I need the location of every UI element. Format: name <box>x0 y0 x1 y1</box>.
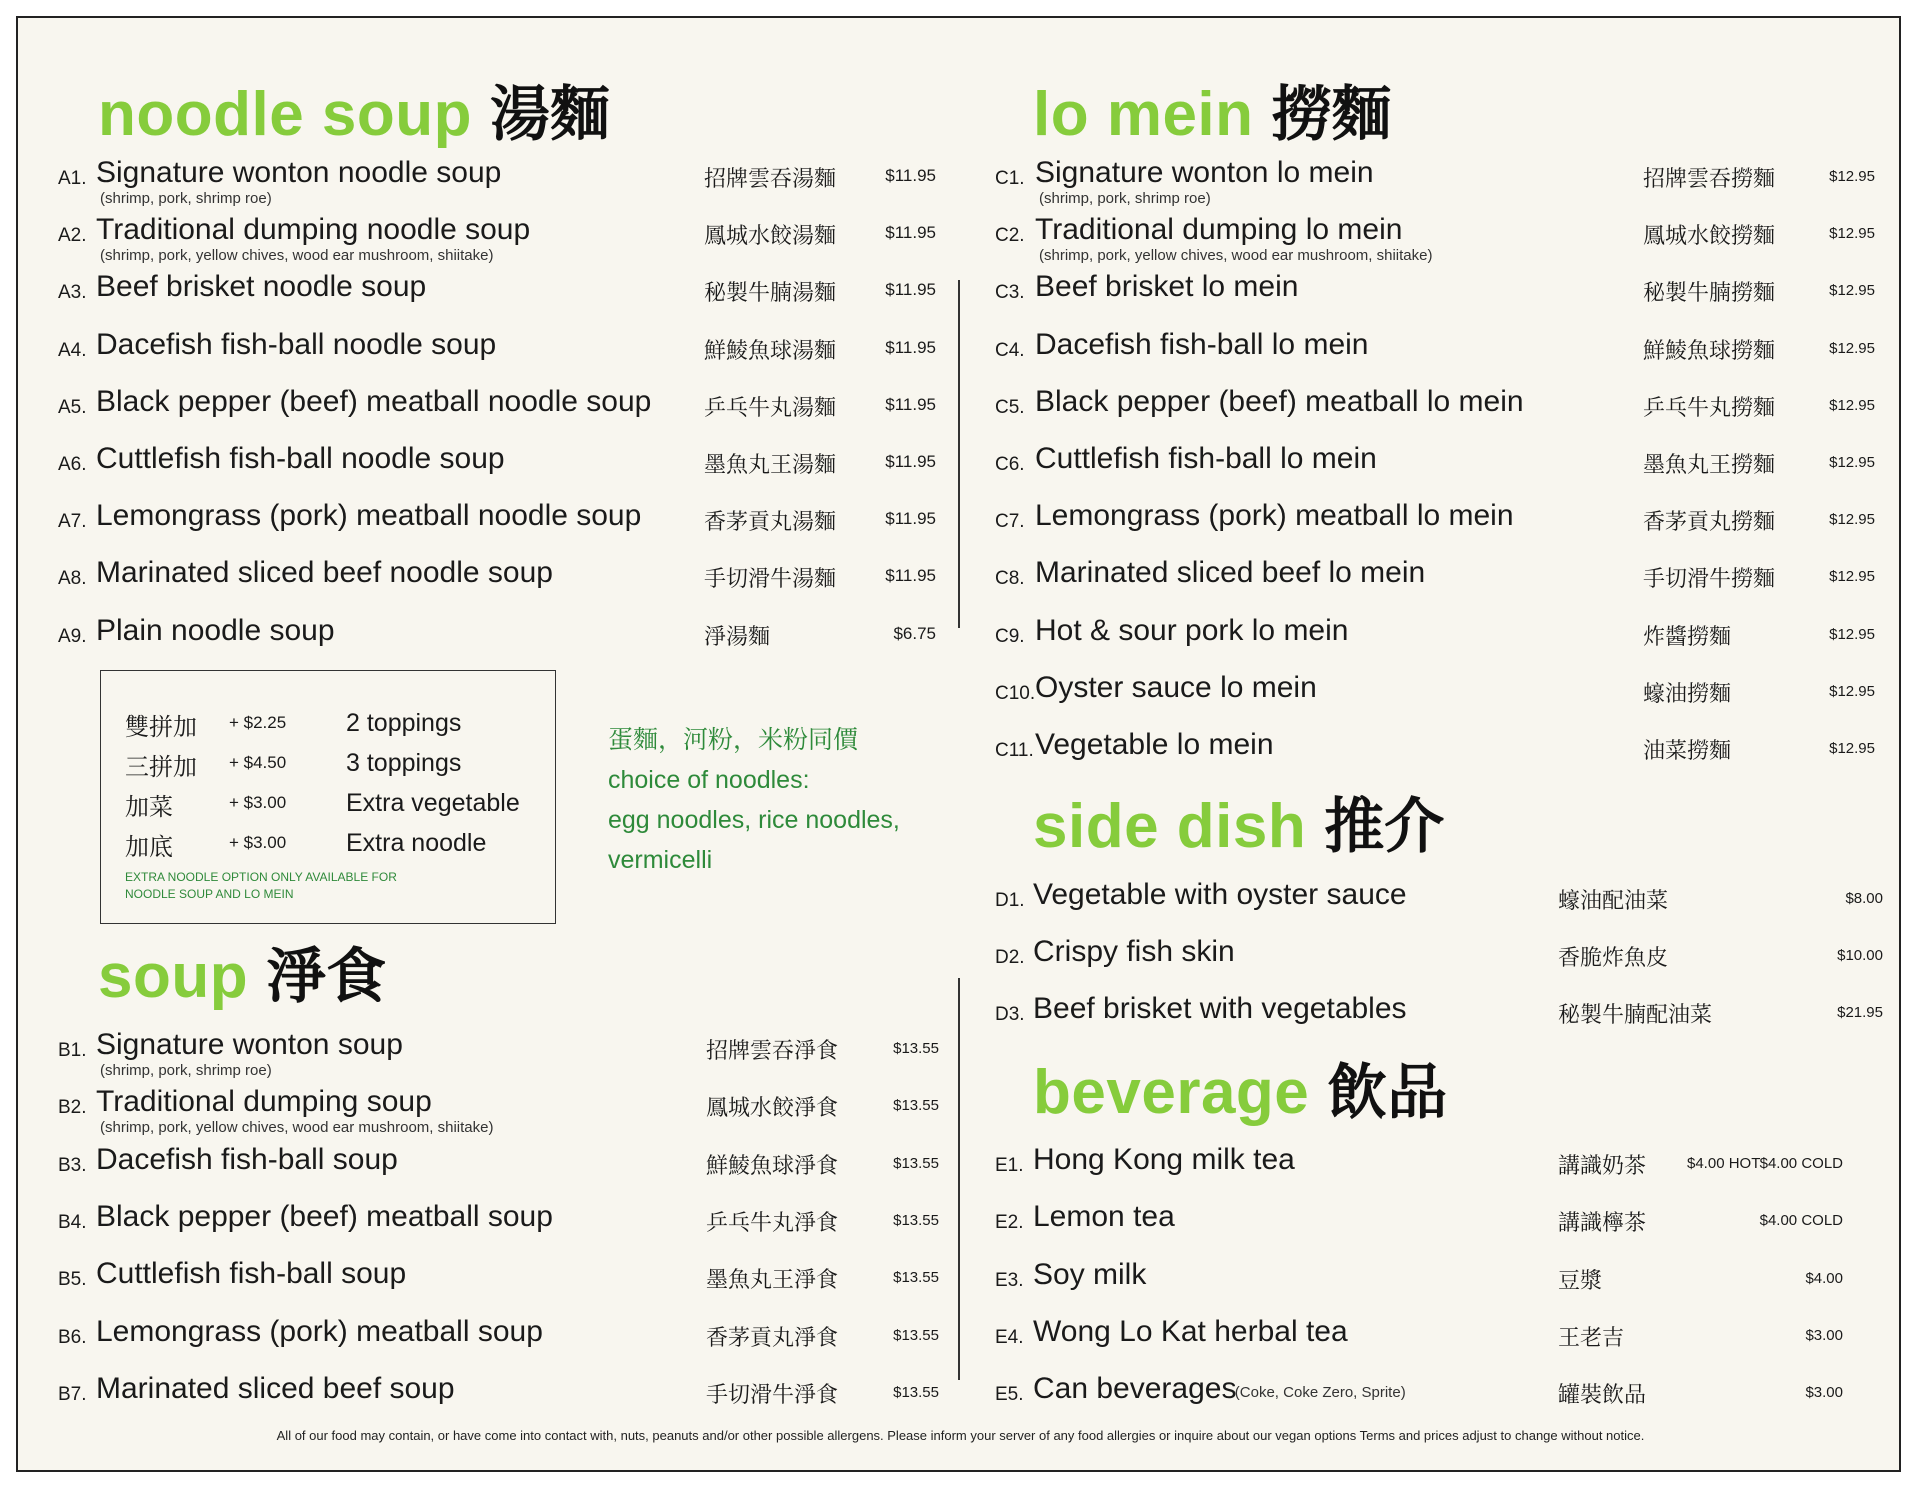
section-title-en: lo mein <box>1033 80 1254 149</box>
item-name-zh: 鳳城水餃撈麵 <box>1643 224 1776 250</box>
section-title-zh: 推介 <box>1324 792 1445 862</box>
item-name: Marinated sliced beef noodle soup <box>96 556 553 590</box>
item-name: Soy milk <box>1033 1257 1147 1291</box>
item-code: C5. <box>995 396 1025 418</box>
item-name-zh: 手切滑牛撈麵 <box>1643 567 1776 593</box>
item-code: B4. <box>58 1211 87 1233</box>
menu-item <box>58 442 938 492</box>
item-code: A7. <box>58 511 87 533</box>
topping-en: 3 toppings <box>346 749 462 777</box>
item-name: Traditional dumping lo mein <box>1035 213 1403 247</box>
item-price: $12.95 <box>1829 454 1875 471</box>
menu-item <box>58 1143 938 1193</box>
item-name: Beef brisket lo mein <box>1035 270 1299 304</box>
item-name-zh: 鮮鯪魚球撈麵 <box>1643 338 1776 364</box>
section-title-beverage <box>1033 1058 1448 1128</box>
item-code: B1. <box>58 1040 87 1061</box>
item-name: Dacefish fish-ball soup <box>96 1142 398 1176</box>
menu-item <box>58 156 938 206</box>
item-name-zh: 墨魚丸王撈麵 <box>1643 453 1776 478</box>
section-title-zh: 淨食 <box>266 942 387 1012</box>
section-title-zh: 撈麵 <box>1271 80 1392 150</box>
item-name: Black pepper (beef) meatball soup <box>96 1199 553 1233</box>
topping-price: + $3.00 <box>229 793 287 812</box>
menu-item <box>995 614 1875 664</box>
item-code: B5. <box>58 1269 87 1291</box>
section-title-lo-mein <box>1033 80 1392 150</box>
menu-item <box>58 1085 938 1135</box>
item-name-zh: 豆漿 <box>1558 1268 1603 1294</box>
item-code: A8. <box>58 568 87 590</box>
column-divider-top <box>958 280 960 628</box>
section-title-en: noodle soup <box>98 80 473 149</box>
menu-item <box>58 614 938 664</box>
topping-row <box>101 747 555 787</box>
item-price: $13.55 <box>893 1383 939 1401</box>
item-name: Hot & sour pork lo mein <box>1035 613 1349 647</box>
item-price: $3.00 <box>1805 1326 1843 1344</box>
item-name: Traditional dumping noodle soup <box>96 213 531 247</box>
item-name-zh: 手切滑牛淨食 <box>706 1382 839 1408</box>
menu-item <box>995 671 1875 721</box>
section-title-zh: 飲品 <box>1327 1058 1448 1128</box>
menu-item <box>58 1257 938 1307</box>
topping-zh: 加底 <box>125 833 173 861</box>
item-price-hot: $4.00 HOT <box>1687 1155 1761 1172</box>
item-name: Lemon tea <box>1033 1200 1175 1234</box>
item-price: $13.55 <box>893 1211 939 1229</box>
item-price: $12.95 <box>1829 740 1875 757</box>
item-code: A3. <box>58 282 87 304</box>
item-price: $12.95 <box>1829 225 1875 243</box>
item-name: Crispy fish skin <box>1033 935 1235 969</box>
item-code: A1. <box>58 168 87 189</box>
menu-item <box>58 499 938 549</box>
item-name: Beef brisket noodle soup <box>96 270 427 304</box>
item-name-zh: 招牌雲吞淨食 <box>706 1039 839 1064</box>
item-description: (shrimp, pork, yellow chives, wood ear mushroom, shiitake) <box>1039 247 1433 265</box>
menu-item <box>995 878 1883 928</box>
item-price: $11.95 <box>885 223 936 243</box>
section-title-zh: 湯麵 <box>490 80 611 150</box>
item-name-zh: 秘製牛腩撈麵 <box>1643 281 1776 307</box>
menu-item <box>995 270 1875 320</box>
allergen-footer: All of our food may contain, or have come into contact with, nuts, peanuts and/or other possible allergens. Please inform your server of any food allergies or inquire about our vegan options Terms and prices adjust to change without notice. <box>276 1428 1645 1443</box>
item-price: $13.55 <box>893 1326 939 1344</box>
item-name-zh: 墨魚丸王湯麵 <box>704 453 837 478</box>
section-title-side-dish <box>1033 792 1445 862</box>
item-price: $11.95 <box>885 509 936 529</box>
item-name: Oyster sauce lo mein <box>1035 670 1317 704</box>
topping-price: + $3.00 <box>229 833 287 852</box>
item-name: Cuttlefish fish-ball lo mein <box>1035 442 1377 475</box>
item-price: $13.55 <box>893 1097 939 1115</box>
item-code: B6. <box>58 1326 87 1348</box>
item-name: Lemongrass (pork) meatball noodle soup <box>96 499 642 533</box>
item-price: $12.95 <box>1829 282 1875 300</box>
item-name-zh: 秘製牛腩配油菜 <box>1558 1003 1713 1029</box>
item-name: Traditional dumping soup <box>96 1085 432 1119</box>
item-name-zh: 招牌雲吞撈麵 <box>1643 167 1776 192</box>
item-price: $12.95 <box>1829 682 1875 700</box>
noodle-choice-options-2: vermicelli <box>608 846 713 874</box>
column-divider-bottom <box>958 978 960 1380</box>
menu-item <box>995 1315 1875 1365</box>
item-code: C7. <box>995 511 1025 533</box>
item-code: A6. <box>58 454 87 475</box>
item-name-zh: 蠔油配油菜 <box>1558 889 1669 914</box>
item-name-zh: 鮮鯪魚球淨食 <box>706 1153 839 1179</box>
item-name-zh: 蠔油撈麵 <box>1643 681 1732 707</box>
item-code: E5. <box>995 1384 1024 1406</box>
item-code: C3. <box>995 282 1025 304</box>
item-price: $11.95 <box>885 337 936 357</box>
item-price: $12.95 <box>1829 511 1875 529</box>
item-code: E4. <box>995 1326 1024 1348</box>
item-name-zh: 乒乓牛丸撈麵 <box>1643 395 1776 421</box>
item-name: Black pepper (beef) meatball noodle soup <box>96 384 652 418</box>
item-name-zh: 乒乓牛丸淨食 <box>706 1210 839 1236</box>
menu-item <box>995 1372 1875 1422</box>
topping-note-line2: NOODLE SOUP AND LO MEIN <box>125 887 294 901</box>
topping-zh: 三拼加 <box>125 753 197 781</box>
menu-item <box>995 442 1875 492</box>
menu-item <box>995 213 1875 263</box>
section-title-soup <box>98 942 387 1012</box>
item-description: (shrimp, pork, shrimp roe) <box>1039 190 1211 207</box>
item-price: $11.95 <box>885 394 936 414</box>
item-name-zh: 淨湯麵 <box>704 624 771 650</box>
item-name-zh: 香茅貢丸淨食 <box>706 1325 839 1351</box>
item-name-zh: 講識奶茶 <box>1558 1154 1647 1179</box>
menu-item <box>995 499 1875 549</box>
topping-row <box>101 827 555 867</box>
item-name-zh: 王老吉 <box>1558 1325 1625 1351</box>
item-name: Signature wonton soup <box>96 1028 403 1061</box>
item-code: A2. <box>58 225 87 247</box>
topping-en: 2 toppings <box>346 709 462 737</box>
menu-item <box>995 556 1875 606</box>
menu-item <box>58 1315 938 1365</box>
menu-item <box>58 270 938 320</box>
item-code: C6. <box>995 454 1025 475</box>
item-price: $4.00 COLD <box>1759 1155 1843 1172</box>
item-name-zh: 鮮鯪魚球湯麵 <box>704 338 837 364</box>
item-name-zh: 墨魚丸王淨食 <box>706 1268 839 1294</box>
item-price: $21.95 <box>1837 1004 1883 1022</box>
noodle-choice-options: egg noodles, rice noodles, <box>608 806 900 834</box>
item-code: A9. <box>58 625 87 647</box>
menu-item <box>995 1200 1875 1250</box>
noodle-choice-heading: choice of noodles: <box>608 766 810 794</box>
topping-row <box>101 707 555 747</box>
item-code: C11. <box>995 740 1034 761</box>
topping-price: + $2.25 <box>229 713 287 732</box>
item-code: B2. <box>58 1097 87 1119</box>
item-name-zh: 乒乓牛丸湯麵 <box>704 395 837 421</box>
item-code: C1. <box>995 168 1025 189</box>
item-code: D1. <box>995 890 1025 911</box>
item-price: $8.00 <box>1845 890 1883 907</box>
item-price: $10.00 <box>1837 947 1883 965</box>
item-name-zh: 鳳城水餃淨食 <box>706 1096 839 1122</box>
item-name: Lemongrass (pork) meatball lo mein <box>1035 499 1514 533</box>
item-name: Wong Lo Kat herbal tea <box>1033 1314 1348 1348</box>
item-name: Plain noodle soup <box>96 613 335 647</box>
item-code: C4. <box>995 339 1025 361</box>
item-code: D3. <box>995 1004 1025 1026</box>
item-price: $11.95 <box>885 566 936 586</box>
menu-item <box>995 935 1883 985</box>
item-code: A5. <box>58 396 87 418</box>
item-name: Dacefish fish-ball lo mein <box>1035 327 1369 361</box>
item-description: (shrimp, pork, shrimp roe) <box>100 1062 272 1079</box>
item-code: C10. <box>995 682 1036 704</box>
menu-item <box>58 1028 938 1078</box>
item-code: D2. <box>995 947 1025 969</box>
item-price: $6.75 <box>893 623 936 643</box>
item-name-zh: 香脆炸魚皮 <box>1558 946 1669 972</box>
item-price: $11.95 <box>885 166 936 185</box>
menu-item <box>58 328 938 378</box>
item-price: $12.95 <box>1829 625 1875 643</box>
item-name-zh: 講識檸茶 <box>1558 1211 1647 1237</box>
item-name-zh: 秘製牛腩湯麵 <box>704 281 837 307</box>
noodle-choice-zh: 蛋麵，河粉，米粉同價 <box>608 725 859 754</box>
menu-item <box>995 156 1875 206</box>
item-name: Hong Kong milk tea <box>1033 1143 1295 1176</box>
menu-item <box>995 385 1875 435</box>
item-name: Beef brisket with vegetables <box>1033 992 1407 1026</box>
item-code: C8. <box>995 568 1025 590</box>
menu-item <box>58 1200 938 1250</box>
item-price: $4.00 COLD <box>1759 1212 1843 1230</box>
item-note: (Coke, Coke Zero, Sprite) <box>1234 1384 1406 1402</box>
topping-price: + $4.50 <box>229 753 287 772</box>
item-description: (shrimp, pork, shrimp roe) <box>100 190 272 207</box>
item-price: $12.95 <box>1829 568 1875 586</box>
topping-note-line1: EXTRA NOODLE OPTION ONLY AVAILABLE FOR <box>125 870 397 884</box>
item-description: (shrimp, pork, yellow chives, wood ear mushroom, shiitake) <box>100 247 494 265</box>
noodle-choice-note <box>608 720 900 880</box>
item-name: Vegetable with oyster sauce <box>1033 878 1407 911</box>
menu-item <box>58 213 938 263</box>
item-code: C2. <box>995 225 1025 247</box>
item-price: $12.95 <box>1829 168 1875 185</box>
item-price: $11.95 <box>885 280 936 300</box>
topping-en: Extra noodle <box>346 829 487 857</box>
topping-row <box>101 787 555 827</box>
item-name-zh: 手切滑牛湯麵 <box>704 567 837 593</box>
item-price: $3.00 <box>1805 1384 1843 1402</box>
menu-item <box>995 728 1875 778</box>
item-price: $4.00 <box>1805 1269 1843 1287</box>
menu-item <box>995 1258 1875 1308</box>
item-price: $13.55 <box>893 1154 939 1172</box>
menu-item <box>58 556 938 606</box>
item-price: $13.55 <box>893 1040 939 1057</box>
item-name-zh: 炸醬撈麵 <box>1643 624 1732 650</box>
menu-item <box>58 1372 938 1422</box>
item-code: A4. <box>58 339 87 361</box>
item-name-zh: 香茅貢丸湯麵 <box>704 510 837 536</box>
item-name: Cuttlefish fish-ball noodle soup <box>96 442 505 475</box>
item-description: (shrimp, pork, yellow chives, wood ear mushroom, shiitake) <box>100 1119 494 1137</box>
menu-item <box>995 328 1875 378</box>
item-name-zh: 罐裝飲品 <box>1558 1383 1647 1409</box>
item-price: $13.55 <box>893 1269 939 1287</box>
item-name: Marinated sliced beef soup <box>96 1371 455 1405</box>
item-name: Dacefish fish-ball noodle soup <box>96 327 497 361</box>
item-name-zh: 招牌雲吞湯麵 <box>704 167 837 192</box>
item-code: E2. <box>995 1212 1024 1234</box>
topping-zh: 加菜 <box>125 793 173 821</box>
menu-item <box>995 1143 1875 1193</box>
item-price: $12.95 <box>1829 396 1875 414</box>
item-name: Black pepper (beef) meatball lo mein <box>1035 384 1524 418</box>
item-name: Can beverages <box>1033 1372 1237 1406</box>
item-name: Cuttlefish fish-ball soup <box>96 1257 407 1291</box>
section-title-en: beverage <box>1033 1058 1310 1127</box>
item-price: $11.95 <box>885 452 936 471</box>
item-code: B7. <box>58 1383 87 1405</box>
item-code: B3. <box>58 1154 87 1176</box>
item-price: $12.95 <box>1829 339 1875 357</box>
section-title-en: soup <box>98 942 249 1011</box>
item-name-zh: 香茅貢丸撈麵 <box>1643 510 1776 536</box>
section-title-noodle-soup <box>98 80 611 150</box>
item-name: Signature wonton noodle soup <box>96 156 502 189</box>
section-title-en: side dish <box>1033 792 1307 861</box>
item-name: Vegetable lo mein <box>1035 728 1274 761</box>
item-code: C9. <box>995 625 1025 647</box>
topping-en: Extra vegetable <box>346 789 520 817</box>
item-name: Marinated sliced beef lo mein <box>1035 556 1426 590</box>
item-name: Lemongrass (pork) meatball soup <box>96 1314 543 1348</box>
toppings-box <box>100 670 556 924</box>
item-code: E1. <box>995 1155 1024 1176</box>
item-code: E3. <box>995 1269 1024 1291</box>
topping-zh: 雙拼加 <box>125 713 197 741</box>
item-name-zh: 油菜撈麵 <box>1643 739 1732 764</box>
item-name-zh: 鳳城水餃湯麵 <box>704 224 837 250</box>
menu-item <box>58 385 938 435</box>
menu-item <box>995 992 1883 1042</box>
item-name: Signature wonton lo mein <box>1035 156 1374 189</box>
